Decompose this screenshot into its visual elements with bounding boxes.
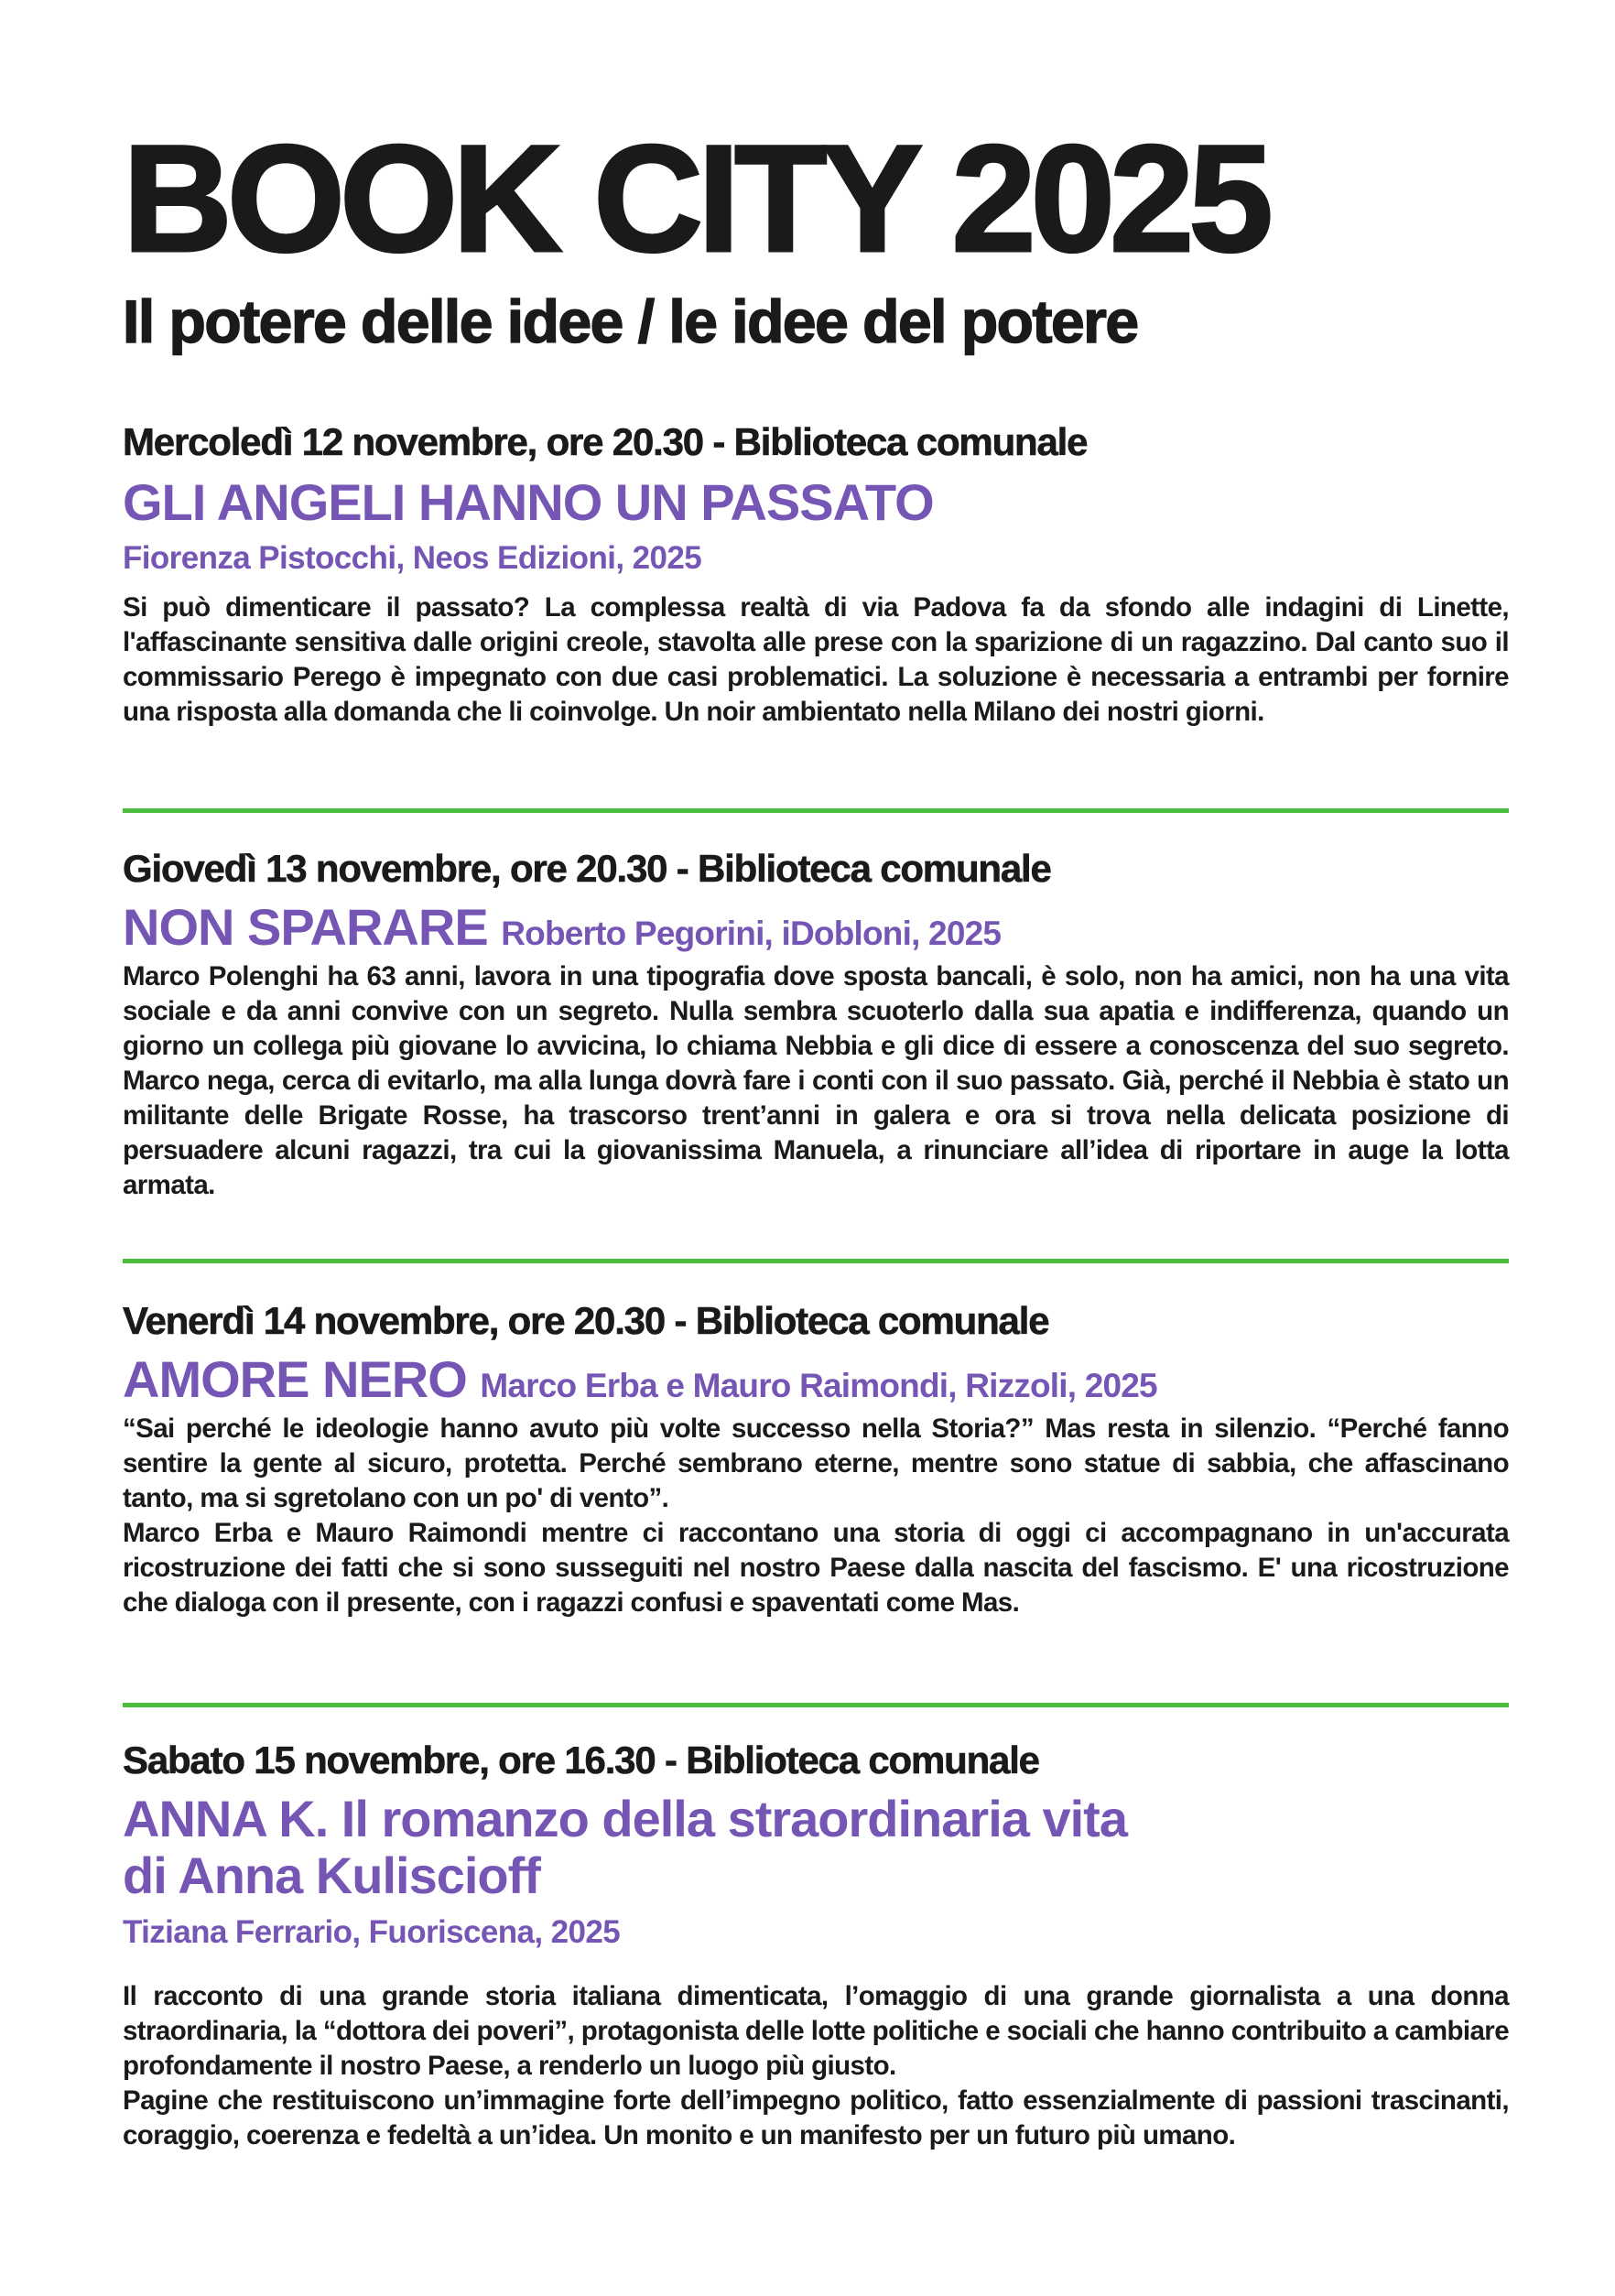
book-title-line-1: ANNA K. Il romanzo della straordinaria vita bbox=[123, 1790, 1127, 1847]
description-paragraph: Il racconto di una grande storia italiana dimenticata, l’omaggio di una grande giornalista a una donna straordinaria, la “dottora dei poveri”, protagonista delle lotte politiche e sociali che hanno contribuito a cambiare profondamente il nostro Paese, a renderlo un luogo più giusto. bbox=[123, 1981, 1509, 2082]
event-1 bbox=[123, 420, 1509, 730]
event-date-venue: Sabato 15 novembre, ore 16.30 - Biblioteca comunale bbox=[123, 1738, 1039, 1782]
event-description bbox=[123, 1412, 1509, 1620]
book-title-line bbox=[123, 899, 1509, 956]
section-divider bbox=[123, 1703, 1509, 1707]
event-description bbox=[123, 959, 1509, 1203]
event-date-venue: Mercoledì 12 novembre, ore 20.30 - Biblioteca comunale bbox=[123, 420, 1088, 463]
section-divider bbox=[123, 808, 1509, 813]
description-paragraph: “Sai perché le ideologie hanno avuto più volte successo nella Storia?” Mas resta in silenzio. “Perché fanno sentire la gente al sicuro, protetta. Perché sembrano eterne, mentre sono statue di sabbia, che affascinano tanto, ma si sgretolano con un po' di vento”. bbox=[123, 1413, 1509, 1513]
description-paragraph: Marco Erba e Mauro Raimondi mentre ci raccontano una storia di oggi ci accompagnano in un'accurata ricostruzione dei fatti che si sono susseguiti nel nostro Paese dalla nascita del fascismo. E' una ricostruzione che dialoga con il presente, con i ragazzi confusi e spaventati come Mas. bbox=[123, 1517, 1509, 1618]
book-title: NON SPARARE bbox=[123, 898, 488, 956]
event-3 bbox=[123, 1299, 1509, 1620]
book-title bbox=[123, 1791, 1509, 1903]
book-author: Tiziana Ferrario, Fuoriscena, 2025 bbox=[123, 1914, 621, 1951]
book-author: Marco Erba e Mauro Raimondi, Rizzoli, 2025 bbox=[480, 1367, 1157, 1404]
event-4 bbox=[123, 1738, 1509, 2153]
book-title: AMORE NERO bbox=[123, 1350, 467, 1408]
event-description bbox=[123, 1979, 1509, 2153]
book-author: Fiorenza Pistocchi, Neos Edizioni, 2025 bbox=[123, 539, 702, 576]
event-date-venue: Venerdì 14 novembre, ore 20.30 - Biblioteca comunale bbox=[123, 1299, 1049, 1342]
main-title: BOOK CITY 2025 bbox=[123, 114, 1268, 284]
book-title-line bbox=[123, 1351, 1509, 1408]
book-title-line-2: di Anna Kuliscioff bbox=[123, 1846, 540, 1904]
event-description bbox=[123, 590, 1509, 730]
book-author: Roberto Pegorini, iDobloni, 2025 bbox=[501, 915, 1002, 952]
description-paragraph: Marco Polenghi ha 63 anni, lavora in una tipografia dove sposta bancali, è solo, non ha amici, non ha una vita sociale e da anni convive con un segreto. Nulla sembra scuoterlo dalla sua apatia e indifferenza, quando un giorno un collega più giovane lo avvicina, lo chiama Nebbia e gli dice di essere a conoscenza del suo segreto. Marco nega, cerca di evitarlo, ma alla lunga dovrà fare i conti con il suo passato. Già, perché il Nebbia è stato un militante delle Brigate Rosse, ha trascorso trent’anni in galera e ora si trova nella delicata posizione di persuadere alcuni ragazzi, tra cui la giovanissima Manuela, a rinunciare all’idea di riportare in auge la lotta armata. bbox=[123, 960, 1509, 1200]
subtitle: Il potere delle idee / le idee del potere bbox=[123, 287, 1138, 355]
description-paragraph: Pagine che restituiscono un’immagine forte dell’impegno politico, fatto essenzialmente di passioni trascinanti, coraggio, coerenza e fedeltà a un’idea. Un monito e un manifesto per un futuro più umano. bbox=[123, 2085, 1509, 2151]
event-date-venue: Giovedì 13 novembre, ore 20.30 - Biblioteca comunale bbox=[123, 847, 1051, 890]
book-title: GLI ANGELI HANNO UN PASSATO bbox=[123, 473, 934, 531]
description-paragraph: Si può dimenticare il passato? La complessa realtà di via Padova fa da sfondo alle indagini di Linette, l'affascinante sensitiva dalle origini creole, stavolta alle prese con la sparizione di un ragazzino. Dal canto suo il commissario Perego è impegnato con due casi problematici. La soluzione è necessaria a entrambi per fornire una risposta alla domanda che li coinvolge. Un noir ambientato nella Milano dei nostri giorni. bbox=[123, 591, 1509, 727]
event-2 bbox=[123, 847, 1509, 1203]
section-divider bbox=[123, 1259, 1509, 1263]
